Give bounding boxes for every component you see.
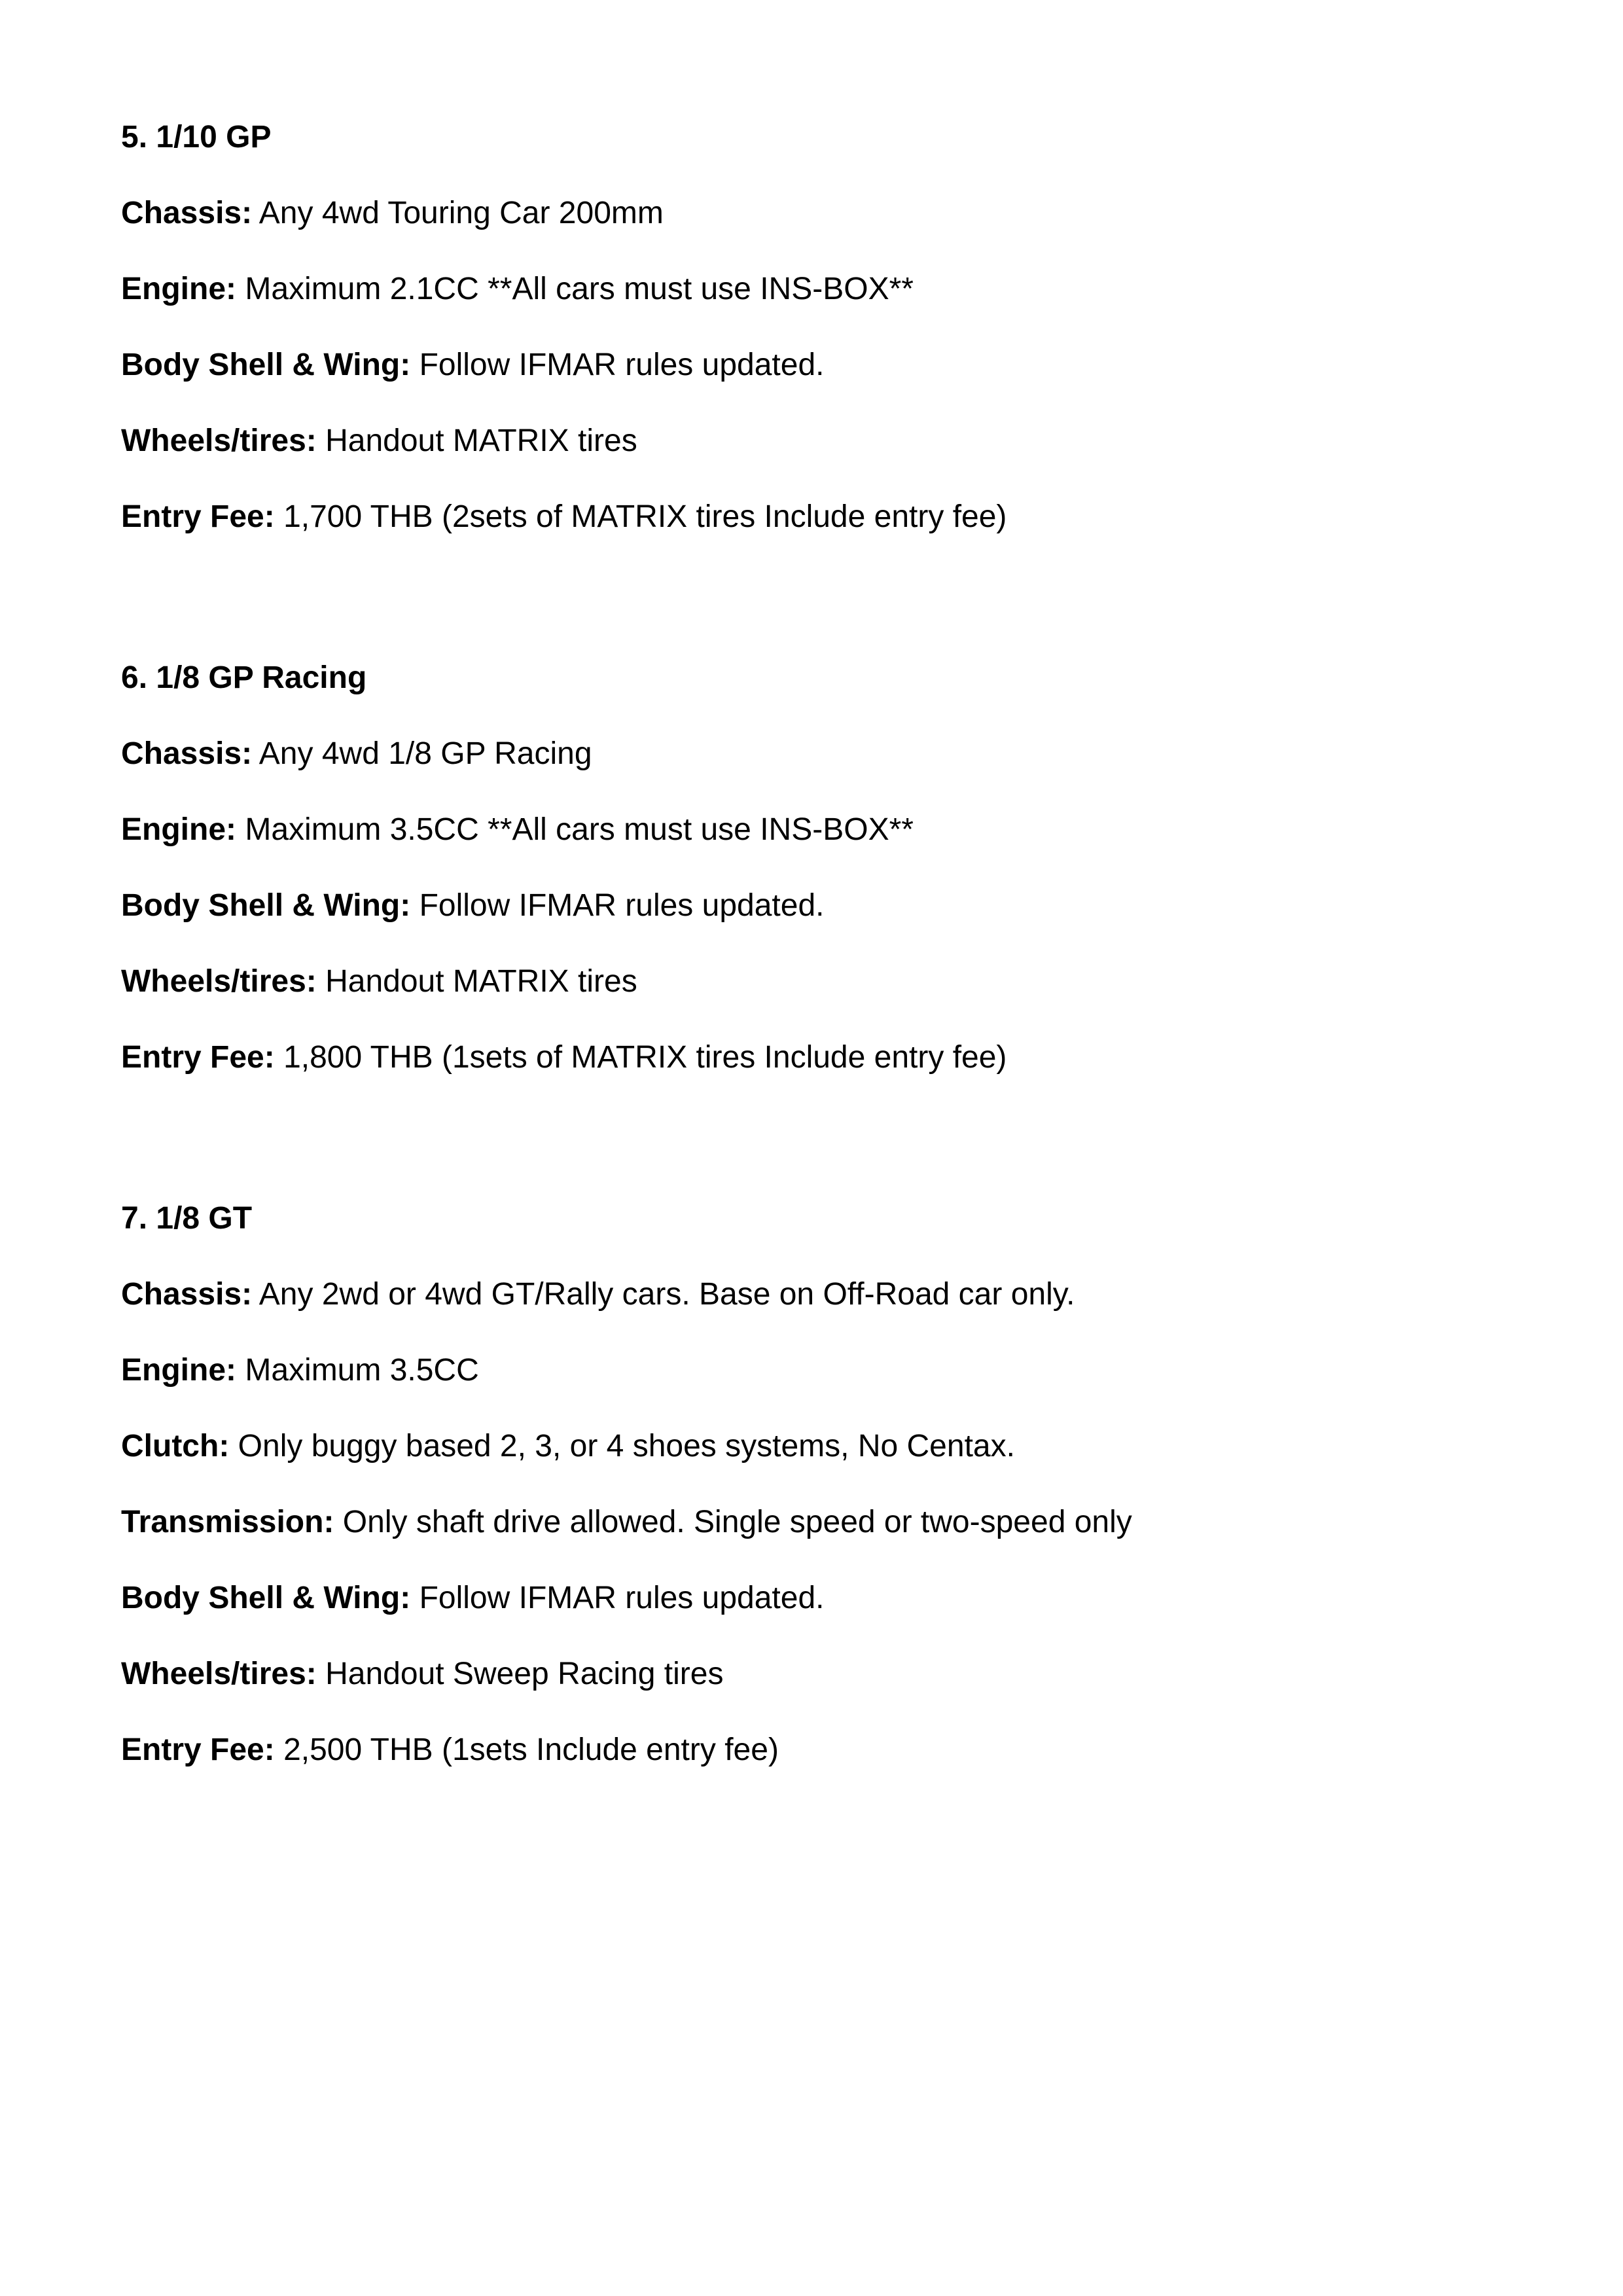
spec-label: Wheels/tires: (121, 423, 317, 458)
spec-label: Engine: (121, 812, 236, 847)
section-heading: 6. 1/8 GP Racing (121, 660, 367, 695)
spec-text: Handout Sweep Racing tires (325, 1657, 724, 1691)
spec-label: Transmission: (121, 1505, 334, 1539)
spec-line (121, 1507, 1544, 1538)
spec-line (121, 501, 1544, 533)
spec-line (121, 814, 1544, 846)
spec-line (121, 1583, 1544, 1614)
spec-text: Maximum 3.5CC **All cars must use INS-BOX** (245, 812, 914, 847)
spec-line (121, 738, 1544, 770)
spec-line (121, 198, 1544, 229)
spec-line (121, 1355, 1544, 1386)
spec-line (121, 1431, 1544, 1462)
spec-text: Only buggy based 2, 3, or 4 shoes systems, No Centax. (238, 1429, 1015, 1463)
spec-label: Clutch: (121, 1429, 230, 1463)
spec-line (121, 890, 1544, 922)
spec-label: Chassis: (121, 196, 253, 230)
spec-line (121, 966, 1544, 997)
spec-text: Follow IFMAR rules updated. (419, 348, 825, 382)
spec-label: Body Shell & Wing: (121, 348, 411, 382)
section-heading: 7. 1/8 GT (121, 1201, 253, 1236)
spec-text: Handout MATRIX tires (325, 423, 637, 458)
spec-line (121, 425, 1544, 457)
spec-text: Only shaft drive allowed. Single speed or two-speed only (342, 1505, 1132, 1539)
spec-line (121, 1659, 1544, 1690)
section-7-1-8-gt (121, 1118, 1544, 1810)
spec-text: 1,700 THB (2sets of MATRIX tires Include entry fee) (283, 499, 1007, 534)
spec-text: Maximum 2.1CC **All cars must use INS-BOX** (245, 272, 914, 306)
spec-label: Engine: (121, 1353, 236, 1388)
spec-line (121, 274, 1544, 305)
spec-label: Chassis: (121, 1277, 253, 1312)
spec-label: Body Shell & Wing: (121, 888, 411, 923)
section-6-1-8-gp-racing (121, 577, 1544, 1118)
spec-label: Body Shell & Wing: (121, 1581, 411, 1615)
spec-text: Follow IFMAR rules updated. (419, 888, 825, 923)
spec-label: Wheels/tires: (121, 964, 317, 999)
spec-label: Entry Fee: (121, 1040, 275, 1075)
spec-label: Entry Fee: (121, 1732, 275, 1767)
spec-line (121, 1042, 1544, 1073)
spec-text: Follow IFMAR rules updated. (419, 1581, 825, 1615)
section-heading: 5. 1/10 GP (121, 120, 272, 154)
spec-text: Any 2wd or 4wd GT/Rally cars. Base on Off-Road car only. (259, 1277, 1075, 1312)
spec-label: Entry Fee: (121, 499, 275, 534)
section-5-1-10-gp (121, 122, 1544, 577)
spec-label: Wheels/tires: (121, 1657, 317, 1691)
spec-text: Maximum 3.5CC (245, 1353, 479, 1388)
spec-text: Handout MATRIX tires (325, 964, 637, 999)
spec-text: Any 4wd 1/8 GP Racing (259, 736, 592, 771)
spec-text: 2,500 THB (1sets Include entry fee) (283, 1732, 779, 1767)
spec-text: 1,800 THB (1sets of MATRIX tires Include entry fee) (283, 1040, 1007, 1075)
spec-line (121, 1279, 1544, 1310)
spec-line (121, 1734, 1544, 1766)
spec-line (121, 350, 1544, 381)
spec-text: Any 4wd Touring Car 200mm (259, 196, 664, 230)
spec-label: Engine: (121, 272, 236, 306)
spec-label: Chassis: (121, 736, 253, 771)
